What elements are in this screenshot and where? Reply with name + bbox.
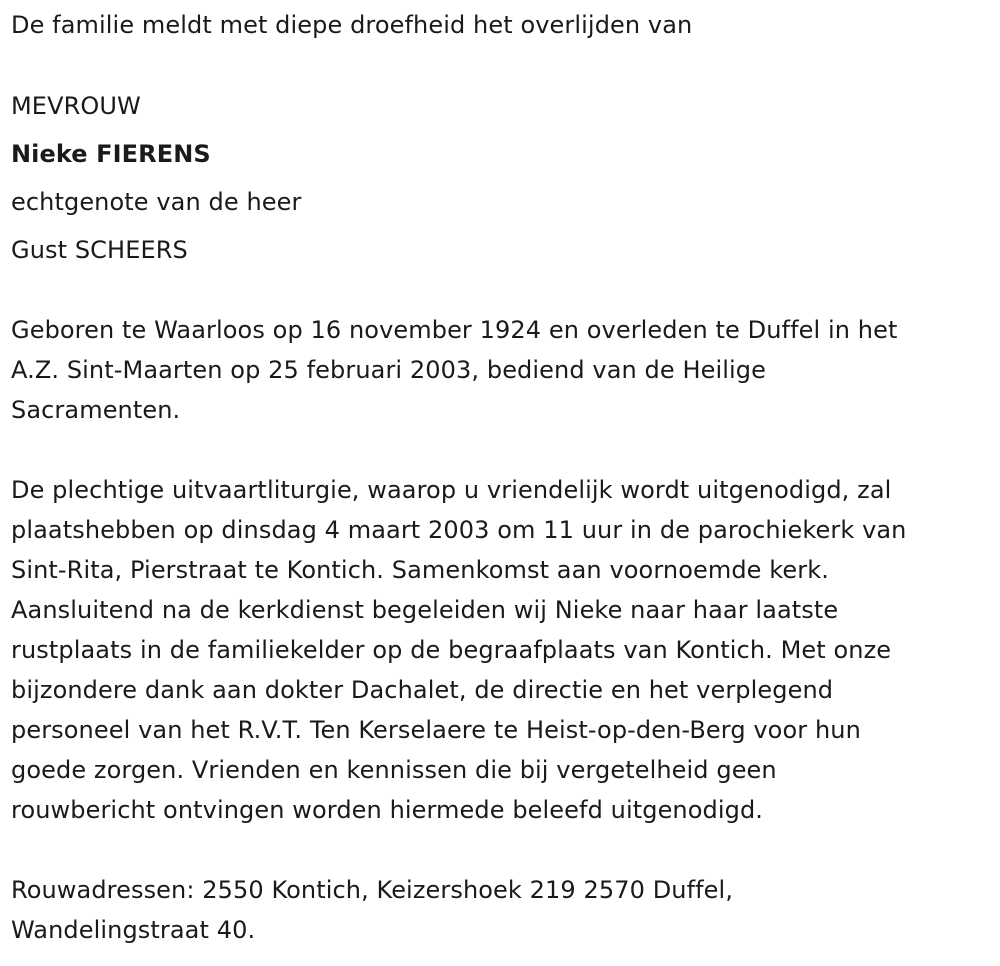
intro-text: De familie meldt met diepe droefheid het overlijden van [11,11,693,39]
paragraph-line: plaatshebben op dinsdag 4 maart 2003 om 11 uur in de parochiekerk van [11,516,907,544]
paragraph-line: Aansluitend na de kerkdienst begeleiden wij Nieke naar haar laatste [11,596,839,624]
paragraph-line: Sacramenten. [11,396,181,424]
paragraph-line: Rouwadressen: 2550 Kontich, Keizershoek 219 2570 Duffel, [11,876,734,904]
paragraph-line: bijzondere dank aan dokter Dachalet, de directie en het verplegend [11,676,834,704]
deceased-name: Nieke FIERENS [11,140,211,168]
paragraph-line: rouwbericht ontvingen worden hiermede beleefd uitgenodigd. [11,796,764,824]
relation-text: echtgenote van de heer [11,188,302,216]
paragraph-line: personeel van het R.V.T. Ten Kerselaere te Heist-op-den-Berg voor hun [11,716,861,744]
paragraph-line: Wandelingstraat 40. [11,916,256,944]
honorific: MEVROUW [11,92,141,120]
paragraph-line: A.Z. Sint-Maarten op 25 februari 2003, bediend van de Heilige [11,356,766,384]
paragraph-line: Sint-Rita, Pierstraat te Kontich. Samenkomst aan voornoemde kerk. [11,556,829,584]
paragraph-line: rustplaats in de familiekelder op de begraafplaats van Kontich. Met onze [11,636,892,664]
paragraph-line: De plechtige uitvaartliturgie, waarop u vriendelijk wordt uitgenodigd, zal [11,476,892,504]
paragraph-line: Geboren te Waarloos op 16 november 1924 en overleden te Duffel in het [11,316,898,344]
spouse-name: Gust SCHEERS [11,236,188,264]
paragraph-line: goede zorgen. Vrienden en kennissen die bij vergetelheid geen [11,756,777,784]
